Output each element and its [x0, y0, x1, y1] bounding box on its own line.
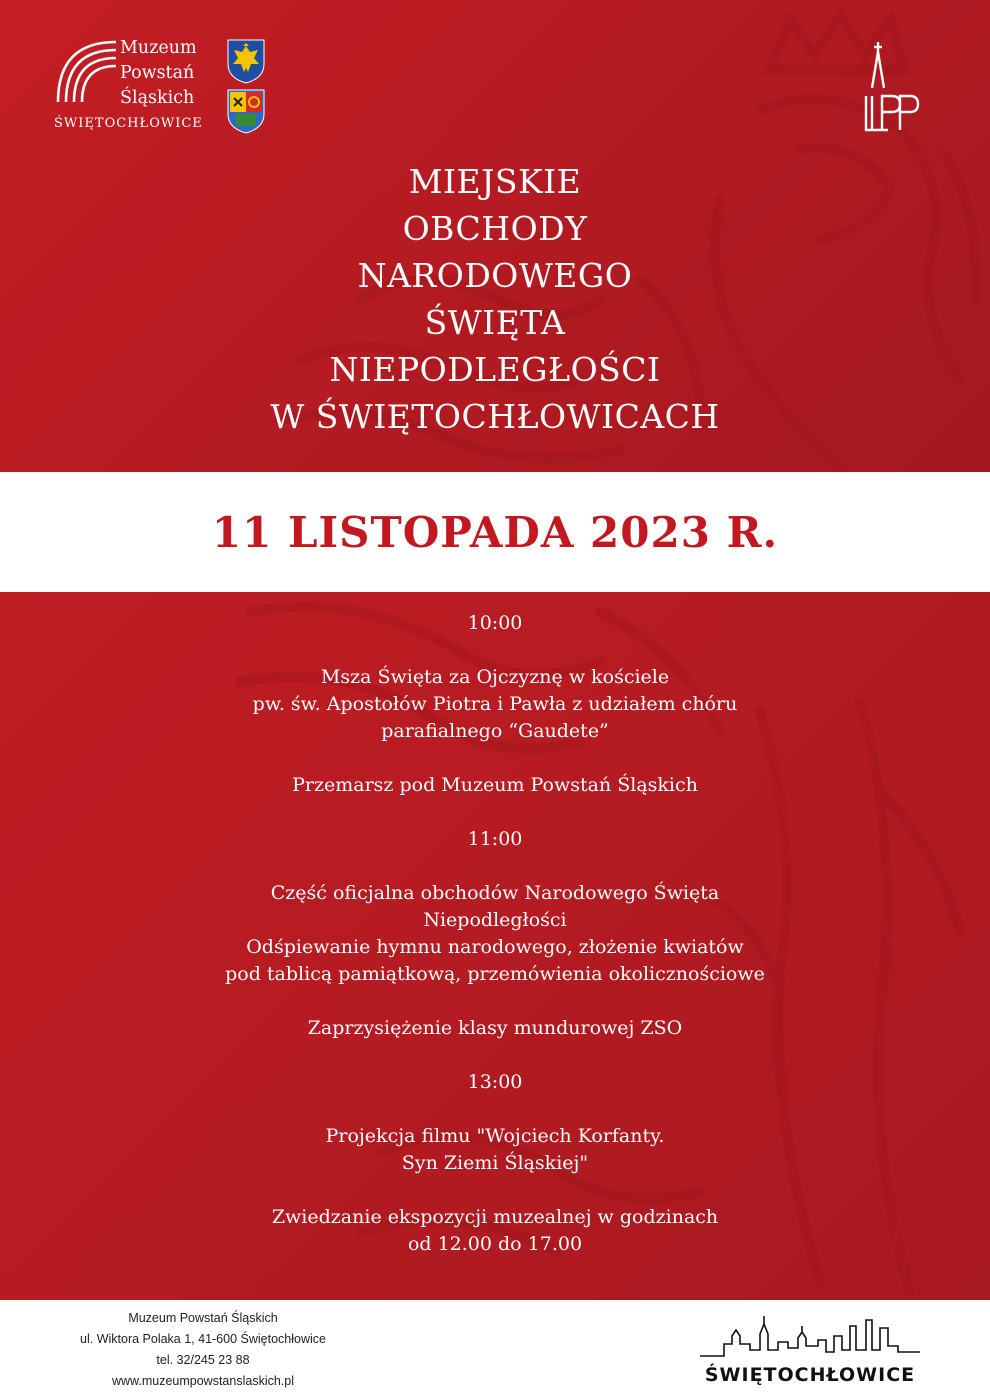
program-line: Odśpiewanie hymnu narodowego, złożenie kwiatów — [246, 936, 744, 958]
program-line — [0, 1177, 990, 1204]
title-line: ŚWIĘTA — [424, 303, 566, 342]
contact-info — [40, 1308, 366, 1392]
program-line: 13:00 — [467, 1071, 523, 1093]
program-line: pw. św. Apostołów Piotra i Pawła z udziałem chóru — [252, 693, 738, 715]
title-line: NARODOWEGO — [357, 256, 633, 295]
program-line — [0, 745, 990, 772]
program-line: Zaprzysiężenie klasy mundurowej ZSO — [307, 1017, 683, 1039]
program-line — [0, 799, 990, 826]
museum-city: ŚWIĘTOCHŁOWICE — [54, 116, 203, 131]
contact-line: Muzeum Powstań Śląskich — [128, 1311, 278, 1325]
city-name: ŚWIĘTOCHŁOWICE — [704, 1364, 916, 1386]
program-line: 10:00 — [467, 612, 523, 634]
event-title — [0, 158, 990, 440]
footer — [0, 1300, 990, 1400]
program-list — [0, 610, 990, 1258]
contact-line: ul. Wiktora Polaka 1, 41-600 Świętochłowice — [80, 1332, 326, 1346]
program-line: Niepodległości — [423, 909, 567, 931]
swietochlowice-crest-icon — [226, 88, 266, 134]
silesia-eagle-crest-icon — [226, 38, 266, 84]
museum-name — [120, 36, 197, 111]
program-line — [0, 1042, 990, 1069]
website-link[interactable]: www.muzeumpowstanslaskich.pl — [111, 1374, 294, 1388]
program-line: pod tablicą pamiątkową, przemówienia okolicznościowe — [225, 963, 765, 985]
program-line: Syn Ziemi Śląskiej" — [401, 1152, 589, 1174]
program-line: od 12.00 do 17.00 — [407, 1233, 583, 1255]
title-line: MIEJSKIE — [408, 162, 582, 201]
city-skyline-icon — [700, 1306, 920, 1360]
header-section — [0, 0, 990, 472]
title-line: NIEPODLEGŁOŚCI — [329, 350, 661, 389]
event-date: 11 LISTOPADA 2023 R. — [211, 507, 779, 557]
program-line: Projekcja filmu "Wojciech Korfanty. — [325, 1125, 665, 1147]
program-line — [0, 988, 990, 1015]
program-line: Przemarsz pod Muzeum Powstań Śląskich — [292, 774, 698, 796]
museum-arcs-icon — [54, 36, 118, 106]
program-line: parafialnego “Gaudete” — [381, 720, 609, 742]
program-line: 11:00 — [467, 828, 523, 850]
museum-name-line: Muzeum — [120, 38, 197, 58]
program-line: Zwiedzanie ekspozycji muzealnej w godzinach — [271, 1206, 719, 1228]
date-band — [0, 472, 990, 592]
program-line — [0, 853, 990, 880]
program-line — [0, 1096, 990, 1123]
title-line: OBCHODY — [402, 209, 588, 248]
title-line: W ŚWIĘTOCHŁOWICACH — [270, 397, 720, 436]
program-section — [0, 592, 990, 1300]
museum-name-line: Śląskich — [120, 88, 195, 108]
museum-logo — [54, 36, 214, 136]
program-line: Msza Święta za Ojczyznę w kościele — [320, 666, 670, 688]
program-line — [0, 637, 990, 664]
city-logo — [700, 1306, 920, 1394]
contact-line: tel. 32/245 23 88 — [156, 1353, 250, 1367]
program-line: Część oficjalna obchodów Narodowego Święta — [270, 882, 720, 904]
lpp-logo-icon — [858, 38, 928, 134]
museum-name-line: Powstań — [120, 63, 195, 83]
